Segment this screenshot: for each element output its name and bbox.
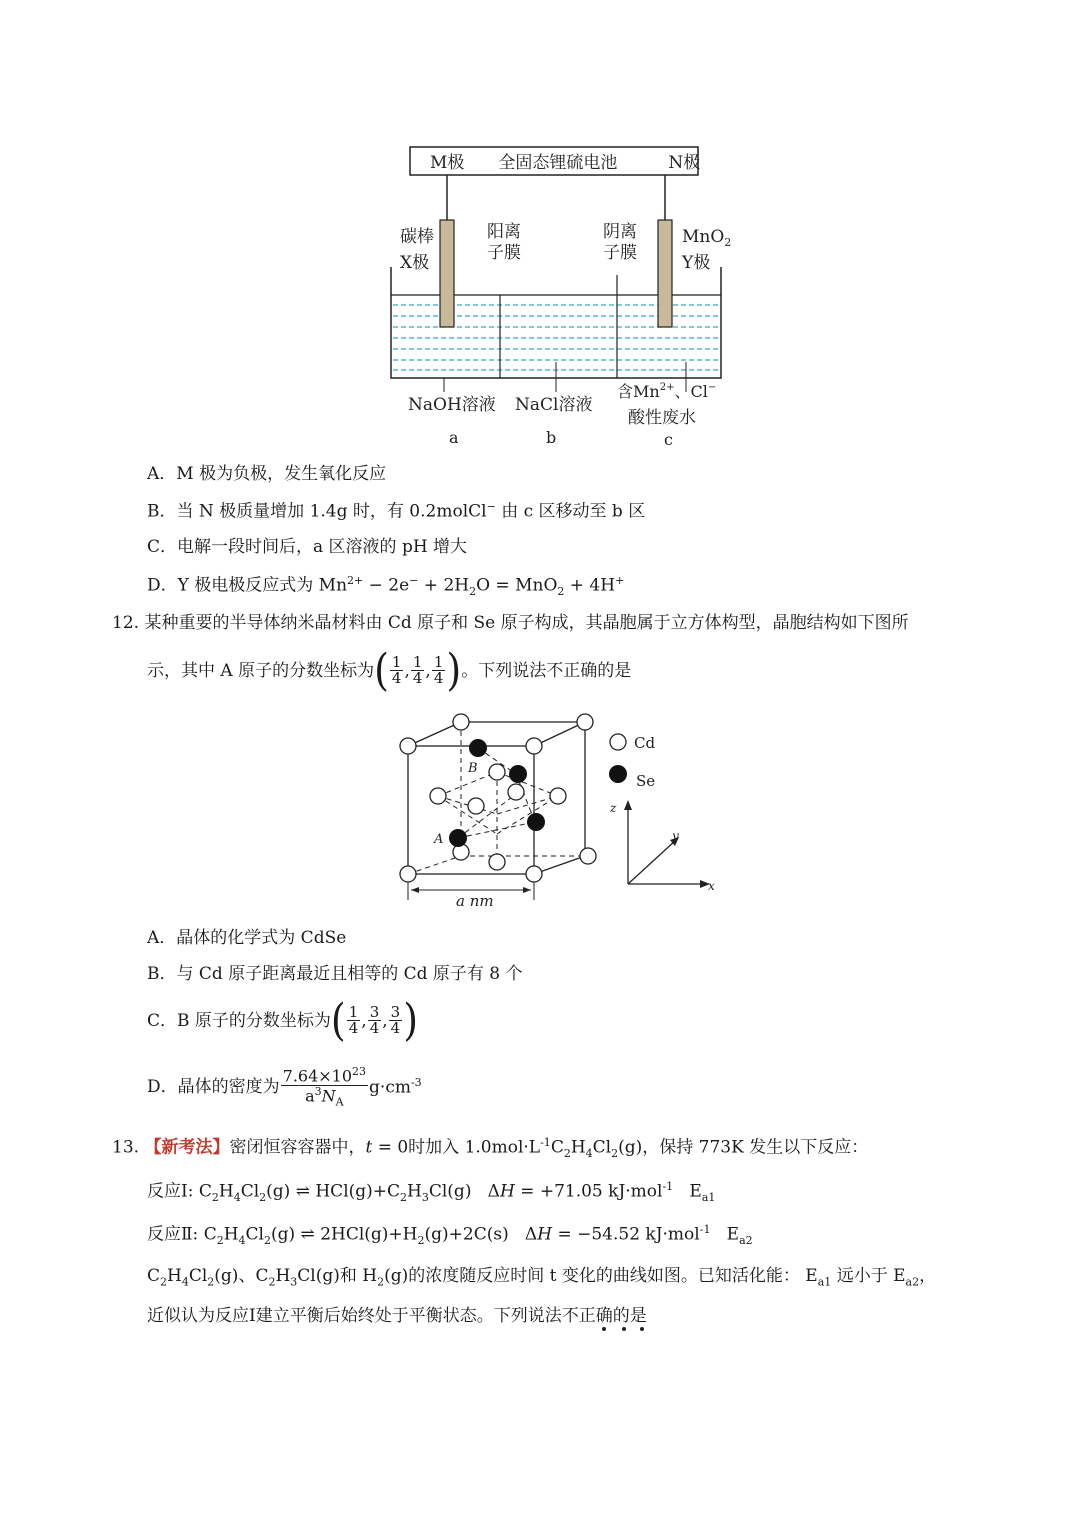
q12-option-b: B．与 Cd 原子距离最近且相等的 Cd 原子有 8 个 [147,964,523,984]
region-c-label: c [664,430,673,449]
nacl-solution-label: NaCl溶液 [515,395,593,415]
q12-stem-line2: 示，其中 A 原子的分数坐标为 ( $\frac{1}{4}$ , $\frac{1}{4}$ , $\frac{1}{4}$ ) 。下列说法不正确的是 [147,644,632,696]
cation-membrane-label: 阳离 [487,222,521,242]
svg-text:酸性废水: 酸性废水 [628,408,696,428]
legend-cd: Cd [634,734,656,752]
y-electrode-label: Y极 [682,253,711,273]
legend-se: Se [636,772,656,790]
q11-option-a: A．M 极为负极，发生氧化反应 [147,464,387,484]
mno2-label: MnO$_2$ [682,227,732,249]
region-b-label: b [546,428,557,447]
x-electrode-label: X极 [400,253,430,273]
q11-option-b: B．当 N 极质量增加 1.4g 时，有 0.2molCl− 由 c 区移动至 b 区 [147,500,646,522]
q12-stem-line1: 12. 某种重要的半导体纳米晶材料由 Cd 原子和 Se 原子构成，其晶胞属于立方体构型，晶胞结构如下图所 [112,613,909,633]
svg-text:B: B [468,761,478,776]
lattice-length-label: a nm [456,892,494,910]
naoh-solution-label: NaOH溶液 [408,395,496,415]
svg-text:y: y [672,829,679,843]
q12-option-c: C．B 原子的分数坐标为 ( $\frac{1}{4}$ , $\frac{3}{4}$ , $\frac{3}{4}$ ) [147,994,419,1046]
svg-text:z: z [610,801,617,815]
svg-text:子膜: 子膜 [603,243,637,263]
svg-text:x: x [708,879,715,893]
q13-line4: $C_2H_4Cl_2(g)$、$C_2H_3Cl(g)$和 $H_2(g)$的浓度随反应时间 t 变化的曲线如图。已知活化能： $E_{a1}$ 远小于 $E_{a2}$， [147,1266,937,1289]
svg-text:子膜: 子膜 [487,243,521,263]
q12-option-d: D．晶体的密度为 $\frac{7.64\times 10^{23}}{a^3N_A}$ $g\cdot cm^{-3}$ [147,1065,422,1109]
q13-line5: 近似认为反应Ⅰ建立平衡后始终处于平衡状态。下列说法不正确的是 [147,1306,647,1326]
q11-option-c: C．电解一段时间后，a 区溶液的 pH 增大 [147,537,468,557]
q12-option-a: A．晶体的化学式为 CdSe [147,928,347,948]
q11-option-d: D．Y 极电极反应式为 $Mn^{2+} - 2e^- + 2H_2O = MnO_2 + 4H^+$ [147,574,625,599]
svg-text:M极 全固态锂硫电池 N极: M极 全固态锂硫电池 N极 [430,153,701,173]
carbon-rod-label: 碳棒 [400,227,434,247]
region-a-label: a [449,428,459,447]
q13-reaction-2: 反应Ⅱ: $C_2H_4Cl_2(g)$ ⇌ $2HCl(g)+H_2(g)+2C(s) \Delta H = -54.52$ kJ·mol$^{-1}$ $E_{a2}$ [147,1223,753,1248]
anion-membrane-label: 阴离 [603,222,637,242]
q13-stem: 13. 【新考法】密闭恒容容器中，t = 0时加入 $1.0mol\cdot L^{-1}C_2H_4Cl_2(g)$，保持 773K 发生以下反应： [112,1136,869,1161]
acid-waste-label: 含$Mn^{2+}$、Cl− [617,382,717,401]
svg-text:A: A [434,832,444,847]
emphasis-dots [602,1327,646,1331]
crystal-cell-diagram [0,700,1080,920]
q13-reaction-1: 反应Ⅰ: $C_2H_4Cl_2(g)$ ⇌ $HCl(g)+C_2H_3Cl(g) \Delta H = +71.05$ kJ·mol$^{-1}$ $E_{a1}$ [147,1180,716,1205]
